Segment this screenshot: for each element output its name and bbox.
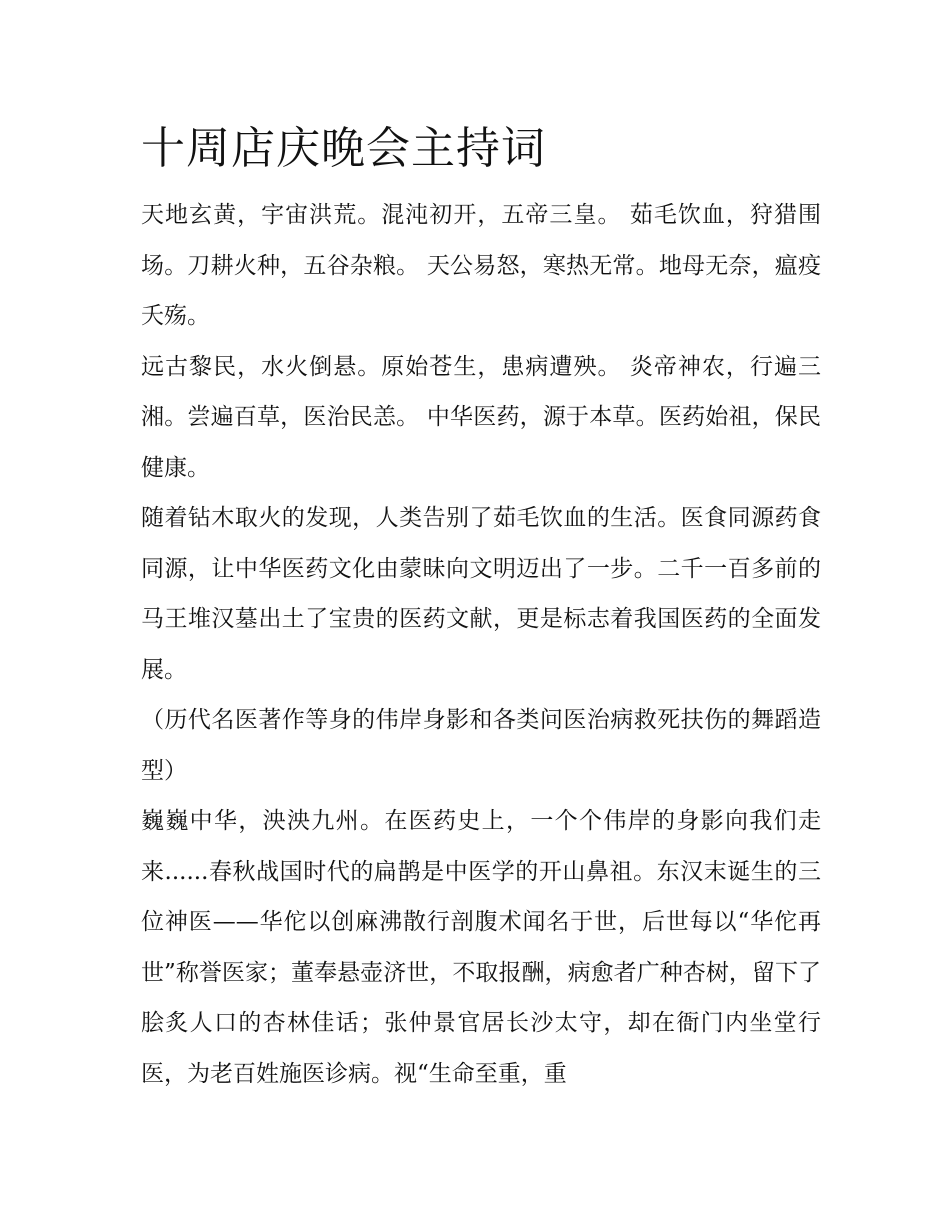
paragraph-1: 天地玄黄，宇宙洪荒。混沌初开，五帝三皇。 茹毛饮血，狩猎围场。刀耕火种，五谷杂粮。 天公易怒，寒热无常。地母无奈，瘟疫夭殇。 (141, 202, 821, 329)
paragraph-2: 远古黎民，水火倒悬。原始苍生，患病遭殃。 炎帝神农，行遍三湘。尝遍百草，医治民恙。 中华医药，源于本草。医药始祖，保民健康。 (141, 353, 821, 481)
document-body (141, 118, 821, 1099)
document-title: 十周店庆晚会主持词 (141, 123, 546, 174)
paragraph-5: 巍巍中华，泱泱九州。在医药史上，一个个伟岸的身影向我们走来......春秋战国时代的扁鹊是中医学的开山鼻祖。东汉末诞生的三位神医——华佗以创麻沸散行剖腹术闻名于世，后世每以“华佗再世”称誉医家；董奉悬壶济世，不取报酬，病愈者广种杏树，留下了脍炙人口的杏林佳话；张仲景官居长沙太守，却在衙门内坐堂行医，为老百姓施医诊病。视“生命至重，重 (141, 808, 821, 1087)
paragraph-4-stage-direction: （历代名医著作等身的伟岸身影和各类问医治病救死扶伤的舞蹈造型） (141, 707, 821, 784)
paragraph-3: 随着钻木取火的发现，人类告别了茹毛饮血的生活。医食同源药食同源，让中华医药文化由蒙昧向文明迈出了一步。二千一百多前的马王堆汉墓出土了宝贵的医药文献，更是标志着我国医药的全面发展。 (141, 505, 821, 683)
